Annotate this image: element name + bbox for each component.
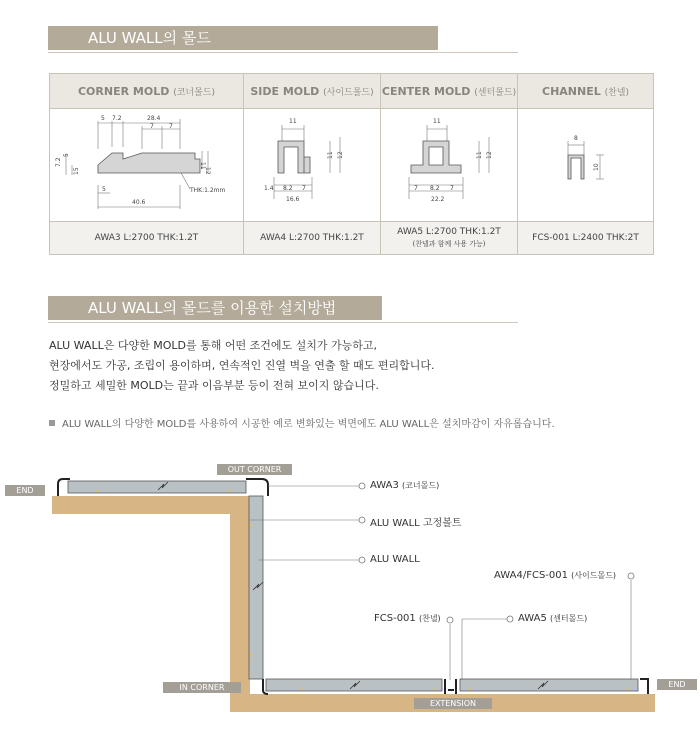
section-title-text: ALU WALL의 몰드를 이용한 설치방법 bbox=[88, 299, 337, 317]
install-paragraph bbox=[49, 336, 435, 396]
center-mold-drawing bbox=[381, 109, 518, 222]
corner-dim-7a: 7 bbox=[150, 123, 154, 130]
side-mold-drawing bbox=[244, 109, 381, 222]
center-dim-8-2: 8.2 bbox=[430, 185, 440, 192]
side-dim-11: 11 bbox=[327, 151, 334, 159]
channel-drawing bbox=[518, 109, 654, 222]
center-spec: AWA5 L:2700 THK:1.2T (찬넬과 함께 사용 가능) bbox=[381, 222, 518, 255]
corner-dim-7b: 7 bbox=[169, 123, 173, 130]
corner-dim-7-2-side: 7.2 bbox=[55, 157, 62, 167]
install-note-text: ALU WALL의 다양한 MOLD를 사용하여 시공한 예로 변화있는 벽면에도 ALU WALL은 설치마감이 자유롭습니다. bbox=[62, 419, 555, 430]
channel-dim-10: 10 bbox=[593, 163, 600, 171]
callout-bolt: ALU WALL 고정볼트 bbox=[370, 518, 462, 529]
out-corner-tag: OUT CORNER bbox=[217, 464, 292, 475]
corner-spec: AWA3 L:2700 THK:1.2T bbox=[50, 222, 244, 255]
section-title-molds bbox=[48, 26, 438, 50]
side-dim-1-4: 1.4 bbox=[264, 185, 274, 192]
corner-dim-28-4: 28.4 bbox=[147, 115, 161, 122]
center-dim-7a: 7 bbox=[414, 185, 418, 192]
mold-table bbox=[49, 73, 654, 255]
corner-dim-15: 15 bbox=[73, 167, 80, 175]
side-spec: AWA4 L:2700 THK:1.2T bbox=[244, 222, 381, 255]
center-dim-12: 12 bbox=[486, 151, 493, 159]
end-left-tag: END bbox=[5, 485, 45, 496]
side-dim-16-6: 16.6 bbox=[286, 196, 300, 203]
callout-aluwall: ALU WALL bbox=[370, 554, 420, 565]
side-dim-12: 12 bbox=[337, 151, 344, 159]
paragraph-line-1: ALU WALL은 다양한 MOLD를 통해 어떤 조건에도 설치가 가능하고, bbox=[49, 339, 377, 352]
paragraph-line-3: 정밀하고 세밀한 MOLD는 끝과 이음부분 등이 전혀 보이지 않습니다. bbox=[49, 379, 379, 392]
section-underline bbox=[48, 52, 518, 53]
installation-diagram bbox=[0, 455, 700, 748]
center-dim-11-top: 11 bbox=[433, 118, 441, 125]
corner-dim-7-2: 7.2 bbox=[112, 115, 122, 122]
callout-awa3: AWA3 (코너몰드) bbox=[370, 480, 440, 491]
callout-awa5: AWA5 (센터몰드) bbox=[518, 613, 588, 624]
callout-awa4: AWA4/FCS-001 (사이드몰드) bbox=[494, 570, 617, 581]
corner-dim-11: 11 bbox=[199, 162, 206, 170]
section-underline bbox=[48, 322, 518, 323]
install-note bbox=[49, 415, 555, 430]
bullet-square-icon bbox=[49, 420, 55, 426]
corner-dim-12: 12 bbox=[204, 167, 211, 175]
side-dim-7: 7 bbox=[302, 185, 306, 192]
section-title-install bbox=[48, 296, 382, 320]
channel-dim-8: 8 bbox=[574, 135, 578, 142]
corner-dim-5: 5 bbox=[101, 115, 105, 122]
corner-dim-5-bottom: 5 bbox=[102, 186, 106, 193]
callout-fcs: FCS-001 (찬넬) bbox=[374, 613, 441, 624]
center-dim-11: 11 bbox=[476, 151, 483, 159]
center-dim-7b: 7 bbox=[450, 185, 454, 192]
mold-header-channel: CHANNEL (찬넬) bbox=[518, 74, 654, 109]
corner-thk-label: THK:1.2mm bbox=[190, 187, 226, 194]
mold-header-side: SIDE MOLD (사이드몰드) bbox=[244, 74, 381, 109]
mold-spec-row bbox=[50, 222, 654, 255]
end-right-tag: END bbox=[657, 679, 697, 690]
mold-header-row bbox=[50, 74, 654, 109]
corner-mold-drawing bbox=[50, 109, 244, 222]
side-dim-8-2: 8.2 bbox=[283, 185, 293, 192]
mold-drawing-row bbox=[50, 109, 654, 222]
corner-dim-5-side: 5 bbox=[63, 153, 70, 157]
mold-header-corner: CORNER MOLD (코너몰드) bbox=[50, 74, 244, 109]
paragraph-line-2: 현장에서도 가공, 조립이 용이하며, 연속적인 진열 벽을 연출 할 때도 편리합니다. bbox=[49, 359, 435, 372]
mold-header-center: CENTER MOLD (센터몰드) bbox=[381, 74, 518, 109]
corner-dim-40-6: 40.6 bbox=[132, 199, 146, 206]
channel-spec: FCS-001 L:2400 THK:2T bbox=[518, 222, 654, 255]
in-corner-tag: IN CORNER bbox=[163, 682, 241, 693]
extension-tag: EXTENSION bbox=[414, 698, 492, 709]
center-spec-note: (찬넬과 함께 사용 가능) bbox=[412, 240, 486, 248]
center-dim-22-2: 22.2 bbox=[431, 196, 445, 203]
section-title-text: ALU WALL의 몰드 bbox=[88, 29, 211, 47]
side-dim-11-top: 11 bbox=[289, 118, 297, 125]
